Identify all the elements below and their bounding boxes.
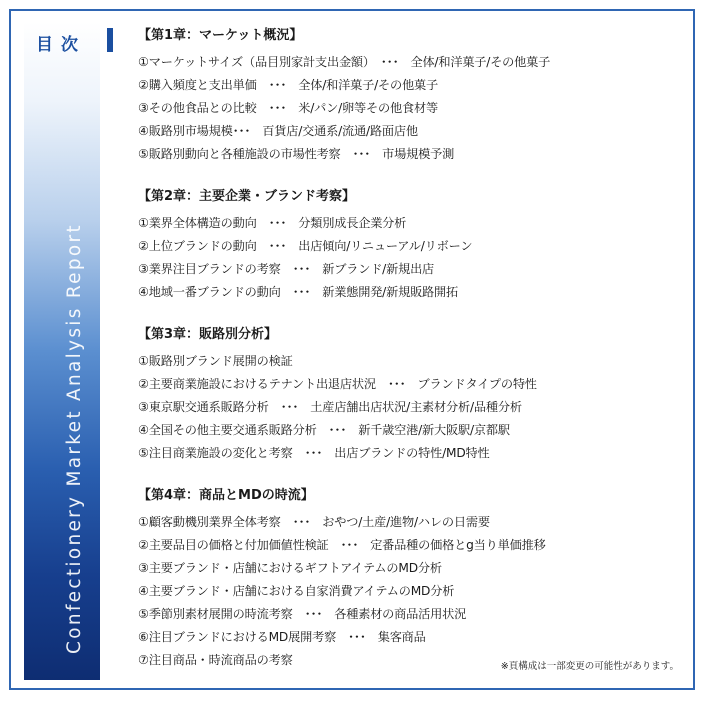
chapter-item: ②主要商業施設におけるテナント出退店状況 ･･･ ブランドタイプの特性 [138,377,537,391]
chapter-item-list [138,511,686,672]
sidebar-gradient-panel [24,22,100,680]
chapter-title: 【第1章：マーケット概況】 [138,28,303,43]
chapter-title: 【第2章：主要企業・ブランド考察】 [138,189,356,204]
chapter-item: ①業界全体構造の動向 ･･･ 分類別成長企業分析 [138,216,407,230]
chapter-item: ④主要ブランド・店舗における自家消費アイテムのMD分析 [138,584,455,598]
page-structure-note: ※頁構成は一部変更の可能性があります。 [500,661,679,672]
chapter-item-list [138,350,686,465]
chapter-item: ⑤販路別動向と各種施設の市場性考察 ･･･ 市場規模予測 [138,147,455,161]
chapter-section [138,28,686,166]
chapter-section [138,327,686,465]
chapter-section [138,488,686,672]
chapter-section [138,189,686,304]
chapter-item: ④全国その他主要交通系販路分析 ･･･ 新千歳空港/新大阪駅/京都駅 [138,423,510,437]
chapter-item: ③主要ブランド・店舗におけるギフトアイテムのMD分析 [138,561,442,575]
toc-title: 目次 [36,35,86,55]
chapter-item: ③その他食品との比較 ･･･ 米/パン/卵等その他食材等 [138,101,438,115]
chapter-item: ⑤注目商業施設の変化と考察 ･･･ 出店ブランドの特性/MD特性 [138,446,490,460]
chapter-title: 【第4章：商品とMDの時流】 [138,488,314,503]
chapter-item: ⑦注目商品・時流商品の考察 [138,653,293,667]
chapter-item: ③業界注目ブランドの考察 ･･･ 新ブランド/新規出店 [138,262,435,276]
chapter-item: ③東京駅交通系販路分析 ･･･ 土産店舗出店状況/主素材分析/品種分析 [138,400,522,414]
chapter-item-list [138,51,686,166]
chapter-item: ①販路別ブランド展開の検証 [138,354,293,368]
chapter-title: 【第3章：販路別分析】 [138,327,278,342]
chapter-item: ②上位ブランドの動向 ･･･ 出店傾向/リニューアル/リボーン [138,239,473,253]
vertical-report-title: Confectionery Market Analysis Report [64,223,85,654]
chapter-item: ②購入頻度と支出単価 ･･･ 全体/和洋菓子/その他菓子 [138,78,438,92]
chapter-item-list [138,212,686,304]
toc-accent-bar [107,28,113,52]
chapter-item: ⑤季節別素材展開の時流考察 ･･･ 各種素材の商品活用状況 [138,607,467,621]
toc-content [138,28,686,695]
chapter-item: ②主要品目の価格と付加価値性検証 ･･･ 定番品種の価格とg当り単価推移 [138,538,546,552]
chapter-item: ④地域一番ブランドの動向 ･･･ 新業態開発/新規販路開拓 [138,285,459,299]
chapter-item: ⑥注目ブランドにおけるMD展開考察 ･･･ 集客商品 [138,630,426,644]
chapter-item: ①顧客動機別業界全体考察 ･･･ おやつ/土産/進物/ハレの日需要 [138,515,490,529]
chapter-item: ④販路別市場規模･･･ 百貨店/交通系/流通/路面店他 [138,124,418,138]
chapter-item: ①マーケットサイズ（品目別家計支出金額） ･･･ 全体/和洋菓子/その他菓子 [138,55,551,69]
